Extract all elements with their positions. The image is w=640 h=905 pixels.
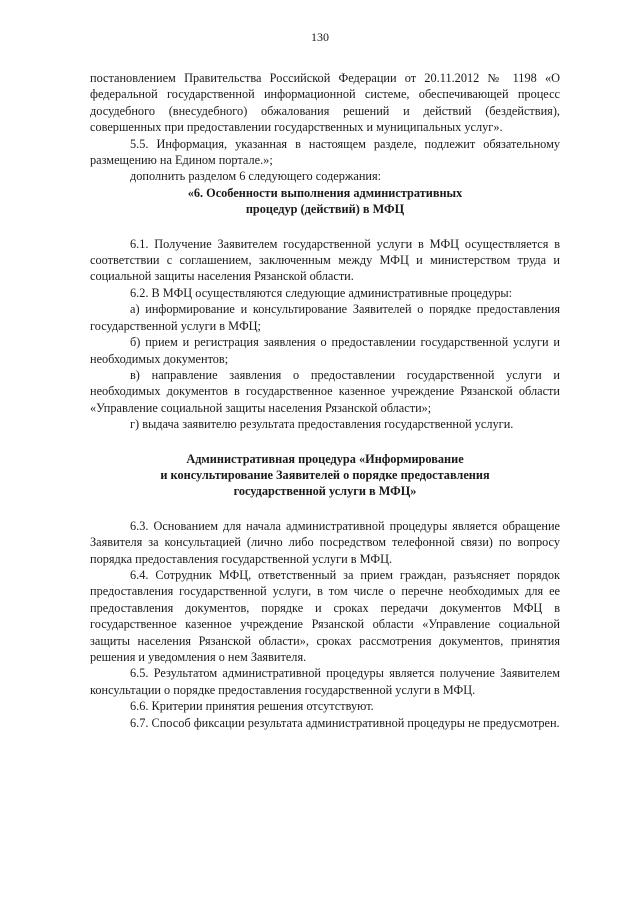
paragraph-6-2: 6.2. В МФЦ осуществляются следующие административные процедуры: (130, 285, 513, 300)
page-number: 130 (311, 30, 329, 44)
list-item-b: б) прием и регистрация заявления о предоставлении государственной услуги и необходимых документов; (90, 335, 560, 366)
procedure-heading-line3: государственной услуги в МФЦ» (233, 484, 417, 499)
procedure-heading (90, 451, 560, 500)
document-body (90, 70, 560, 731)
procedure-heading-line1: Административная процедура «Информирование (186, 451, 464, 466)
paragraph-6-3: 6.3. Основанием для начала административной процедуры является обращение Заявителя за консультацией (лично либо посредством телефонной связи) по вопросу порядка предоставления государственной услуги в МФЦ. (90, 518, 560, 566)
section-heading-6-line1: «6. Особенности выполнения административных (187, 185, 463, 200)
list-item-g: г) выдача заявителю результата предоставления государственной услуги. (130, 417, 514, 432)
paragraph-6-5: 6.5. Результатом административной процедуры является получение Заявителем консультации о порядке предоставления государственной услуги в МФЦ. (90, 666, 560, 697)
paragraph-top-3: дополнить разделом 6 следующего содержания: (130, 169, 382, 184)
paragraph-6-1: 6.1. Получение Заявителем государственной услуги в МФЦ осуществляется в соответствии с соглашением, заключенным между МФЦ и министерством труда и социальной защиты населения Рязанской области. (90, 236, 560, 284)
section-heading-6-line2: процедур (действий) в МФЦ (245, 202, 405, 217)
section-heading-6 (90, 185, 560, 218)
list-item-a: а) информирование и консультирование Заявителей о порядке предоставления государственной услуги в МФЦ; (90, 302, 560, 333)
paragraph-6-4: 6.4. Сотрудник МФЦ, ответственный за прием граждан, разъясняет порядок предоставления государственной услуги, в том числе о перечне необходимых для ее предоставления документов, порядке и сроках передачи документов МФЦ в государственное казенное учреждение Рязанской области «Управление социальной защиты населения Рязанской области», сроках рассмотрения документов, принятия решения и уведомления о нем Заявителя. (90, 567, 560, 664)
paragraph-top-1: постановлением Правительства Российской Федерации от 20.11.2012 № 1198 «О федеральной государственной информационной системе, обеспечивающей процесс досудебного (внесудебного) обжалования решений и действий (бездействия), совершенных при предоставлении государственных и муниципальных услуг». (90, 71, 560, 135)
paragraph-6-6: 6.6. Критерии принятия решения отсутствуют. (130, 699, 374, 714)
list-item-v: в) направление заявления о предоставлении государственной услуги и необходимых документов в государственное казенное учреждение Рязанской области «Управление социальной защиты населения Рязанской области»; (90, 367, 560, 415)
paragraph-top-2: 5.5. Информация, указанная в настоящем разделе, подлежит обязательному размещению на Едином портале.»; (90, 136, 560, 168)
procedure-heading-line2: и консультирование Заявителей о порядке предоставления (160, 467, 490, 482)
paragraph-6-7: 6.7. Способ фиксации результата административной процедуры не предусмотрен. (130, 715, 560, 730)
